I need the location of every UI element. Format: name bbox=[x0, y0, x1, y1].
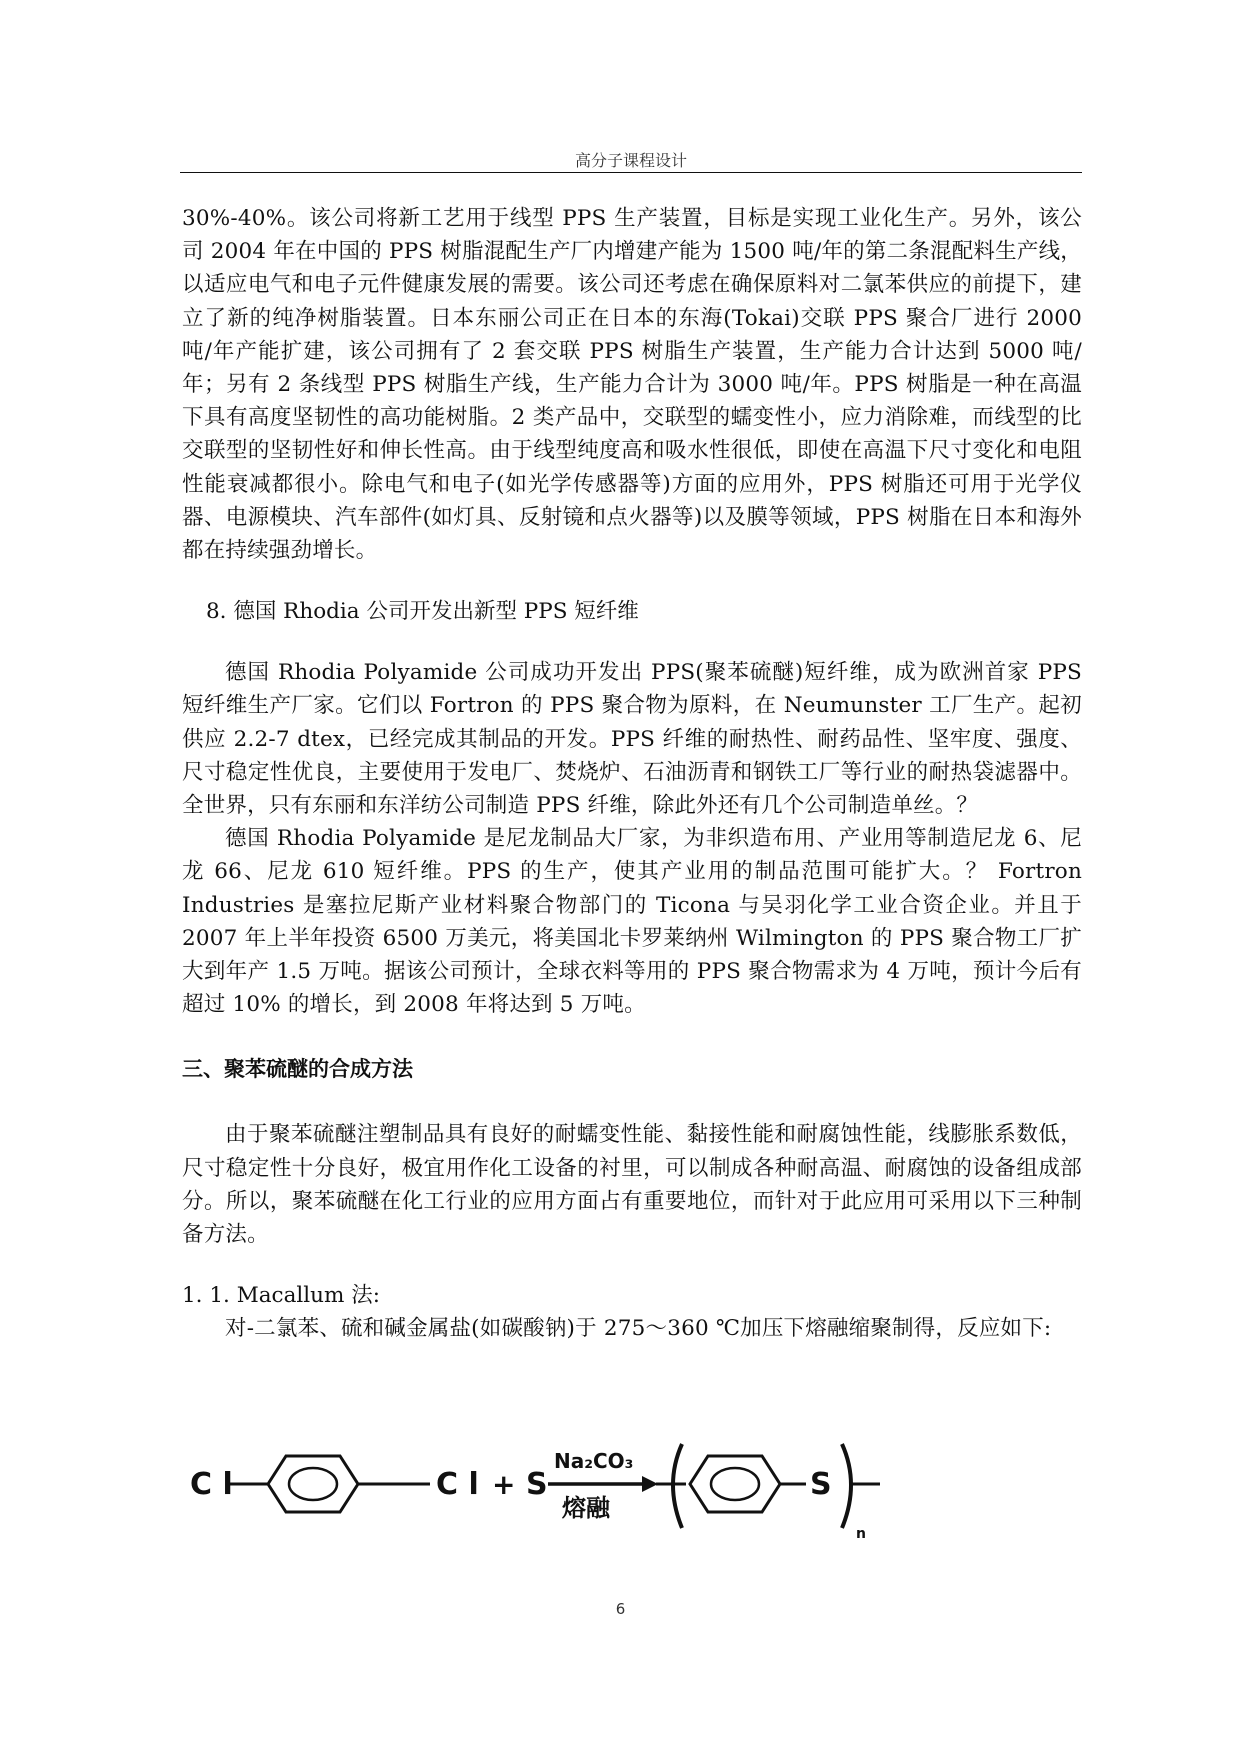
reaction-subscript: n bbox=[856, 1526, 866, 1542]
reaction-left-atom: C l bbox=[190, 1467, 233, 1502]
reaction-right-atom: C l bbox=[436, 1467, 479, 1502]
reaction-sulfur: S bbox=[526, 1467, 548, 1502]
page-header: 高分子课程设计 bbox=[574, 151, 687, 170]
reaction-plus: + bbox=[492, 1468, 516, 1501]
paragraph-rhodia-polyamide: 德国 Rhodia Polyamide 是尼龙制品大厂家，为非织造布用、产业用等制造尼龙 6、尼龙 66、尼龙 610 短纤维。PPS 的生产，使其产业用的制品范围可能扩大。？ Fortron Industries 是塞拉尼斯产业材料聚合物部门的 Ticona 与吴羽化学工业合资企业。并且于 2007 年上半年投资 6500 万美元，将美国北卡罗莱纳州 Wilmington 的 PPS 聚合物工厂扩大到年产 1.5 万吨。据该公司预计，全球衣料等用的 PPS 聚合物需求为 4 万吨，预计今后有超过 10% 的增长，到 2008 年将达到 5 万吨。 bbox=[182, 826, 1082, 1018]
paragraph-macallum: 对-二氯苯、硫和碱金属盐(如碳酸钠)于 275～360 ℃加压下熔融缩聚制得，反应如下: bbox=[225, 1316, 1052, 1342]
document-body bbox=[182, 202, 1082, 1345]
reaction-product-atom: S bbox=[810, 1467, 832, 1502]
section-title-synthesis: 三、聚苯硫醚的合成方法 bbox=[182, 1057, 413, 1082]
benzene-ring-left bbox=[268, 1456, 358, 1512]
benzene-ring-product bbox=[690, 1456, 780, 1512]
arrow-head bbox=[642, 1476, 658, 1492]
paragraph-rhodia-fiber: 德国 Rhodia Polyamide 公司成功开发出 PPS(聚苯硫醚)短纤维，成为欧洲首家 PPS 短纤维生产厂家。它们以 Fortron 的 PPS 聚合物为原料，在 Neumunster 工厂生产。起初供应 2.2-7 dtex，已经完成其制品的开发。PPS 纤维的耐热性、耐药品性、坚牢度、强度、尺寸稳定性优良，主要使用于发电厂、焚烧炉、石油沥青和钢铁工厂等行业的耐热袋滤器中。全世界，只有东丽和东洋纺公司制造 PPS 纤维，除此外还有几个公司制造单丝。？ bbox=[182, 660, 1082, 819]
bracket-left bbox=[673, 1444, 682, 1528]
bracket-right bbox=[842, 1444, 851, 1528]
subsection-macallum: 1. 1. Macallum 法: bbox=[182, 1283, 380, 1309]
subheading-rhodia: 8. 德国 Rhodia 公司开发出新型 PPS 短纤维 bbox=[206, 599, 639, 625]
paragraph-synthesis-intro: 由于聚苯硫醚注塑制品具有良好的耐蠕变性能、黏接性能和耐腐蚀性能，线膨胀系数低，尺寸稳定性十分良好，极宜用作化工设备的衬里，可以制成各种耐高温、耐腐蚀的设备组成部分。所以，聚苯硫醚在化工行业的应用方面占有重要地位，而针对于此应用可采用以下三种制备方法。 bbox=[182, 1122, 1082, 1248]
header-rule bbox=[180, 172, 1082, 173]
reaction-reagent: Na₂CO₃ bbox=[554, 1449, 634, 1473]
reaction-equation bbox=[190, 1432, 990, 1542]
reaction-condition: 熔融 bbox=[562, 1494, 610, 1522]
page-number: 6 bbox=[615, 1600, 626, 1618]
paragraph-continuation: 30%-40%。该公司将新工艺用于线型 PPS 生产装置，目标是实现工业化生产。另外，该公司 2004 年在中国的 PPS 树脂混配生产厂内增建产能为 1500 吨/年的第二条混配料生产线，以适应电气和电子元件健康发展的需要。该公司还考虑在确保原料对二氯苯供应的前提下，建立了新的纯净树脂装置。日本东丽公司正在日本的东海(Tokai)交联 PPS 聚合厂进行 2000 吨/年产能扩建，该公司拥有了 2 套交联 PPS 树脂生产装置，生产能力合计达到 5000 吨/年；另有 2 条线型 PPS 树脂生产线，生产能力合计为 3000 吨/年。PPS 树脂是一种在高温下具有高度坚韧性的高功能树脂。2 类产品中，交联型的蠕变性小，应力消除难，而线型的比交联型的坚韧性好和伸长性高。由于线型纯度高和吸水性很低，即使在高温下尺寸变化和电阻性能衰减都很小。除电气和电子(如光学传感器等)方面的应用外，PPS 树脂还可用于光学仪器、电源模块、汽车部件(如灯具、反射镜和点火器等)以及膜等领域，PPS 树脂在日本和海外都在持续强劲增长。 bbox=[182, 206, 1082, 564]
